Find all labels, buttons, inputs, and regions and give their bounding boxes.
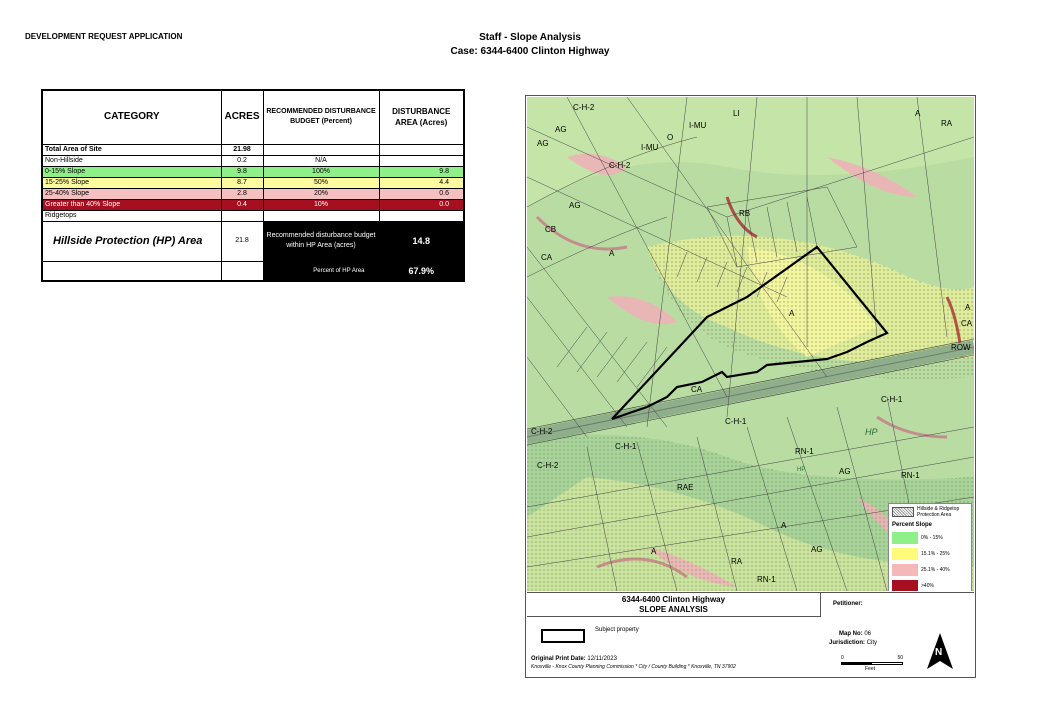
zone-label: CA bbox=[961, 319, 973, 328]
zone-label: RA bbox=[731, 557, 743, 566]
row-acres: 0.4 bbox=[221, 199, 263, 210]
zone-label: A bbox=[609, 249, 615, 258]
zone-label: AG bbox=[839, 467, 851, 476]
zone-label: C-H-2 bbox=[609, 161, 631, 170]
hp-acres: 21.8 bbox=[221, 221, 263, 261]
row-budget: 100% bbox=[263, 166, 379, 177]
map-title-line1: 6344-6400 Clinton Highway bbox=[621, 595, 726, 604]
page-title bbox=[380, 31, 680, 59]
title-line: Staff - Slope Analysis bbox=[479, 32, 581, 43]
table-row bbox=[42, 199, 464, 210]
legend-label: 15.1% - 25% bbox=[921, 551, 950, 557]
zone-label: C-H-1 bbox=[615, 442, 637, 451]
row-area bbox=[379, 155, 464, 166]
legend-swatch bbox=[892, 564, 918, 576]
percent-blank bbox=[42, 261, 221, 281]
zone-label: HP bbox=[865, 427, 878, 437]
slope-map bbox=[525, 95, 976, 678]
row-area: 0.6 bbox=[379, 188, 464, 199]
subject-property-label: Subject property bbox=[595, 627, 639, 633]
legend-swatch bbox=[892, 532, 918, 544]
zone-label: RN-1 bbox=[757, 575, 776, 584]
zone-label: ROW bbox=[951, 343, 971, 352]
map-legend bbox=[888, 503, 972, 591]
percent-blank-2 bbox=[221, 261, 263, 281]
zone-label: C-H-2 bbox=[573, 103, 595, 112]
zone-label: O bbox=[667, 133, 674, 142]
row-area: 4.4 bbox=[379, 177, 464, 188]
legend-swatch bbox=[892, 580, 918, 591]
map-area bbox=[527, 97, 974, 591]
zone-label: AG bbox=[555, 125, 567, 134]
slope-table bbox=[41, 89, 465, 282]
row-budget: 10% bbox=[263, 199, 379, 210]
zone-label: RN-1 bbox=[901, 471, 920, 480]
row-acres: 0.2 bbox=[221, 155, 263, 166]
map-no-label: Map No: bbox=[839, 631, 863, 637]
table-row bbox=[42, 144, 464, 155]
case-line: Case: 6344-6400 Clinton Highway bbox=[450, 46, 610, 57]
row-acres: 21.98 bbox=[221, 144, 263, 155]
row-category: 25-40% Slope bbox=[42, 188, 221, 199]
row-category: Total Area of Site bbox=[42, 144, 221, 155]
print-date-value: 12/11/2023 bbox=[587, 656, 617, 662]
header-category: CATEGORY bbox=[42, 90, 221, 144]
zone-label: AG bbox=[811, 545, 823, 554]
zone-label: A bbox=[651, 547, 657, 556]
legend-label: 0% - 15% bbox=[921, 535, 943, 541]
row-area bbox=[379, 210, 464, 221]
zone-label: RAE bbox=[677, 483, 694, 492]
row-category: 0-15% Slope bbox=[42, 166, 221, 177]
subject-property-swatch bbox=[541, 629, 585, 643]
zone-label: C-H-1 bbox=[881, 395, 903, 404]
row-budget bbox=[263, 144, 379, 155]
petitioner-label: Petitioner: bbox=[833, 601, 863, 607]
print-date bbox=[531, 656, 617, 662]
row-acres: 2.8 bbox=[221, 188, 263, 199]
zone-label: A bbox=[965, 303, 971, 312]
zone-label: A bbox=[915, 109, 921, 118]
row-budget: 20% bbox=[263, 188, 379, 199]
scale-end: 50 bbox=[897, 655, 903, 661]
zone-label: RB bbox=[739, 209, 751, 218]
zone-label: HP bbox=[797, 467, 806, 473]
north-arrow-icon bbox=[927, 633, 953, 671]
legend-label: 25.1% - 40% bbox=[921, 567, 950, 573]
print-date-label: Original Print Date: bbox=[531, 656, 586, 662]
jurisdiction-label: Jurisdiction: bbox=[829, 640, 866, 646]
table-row bbox=[42, 166, 464, 177]
header-budget: RECOMMENDED DISTURBANCE BUDGET (Percent) bbox=[263, 90, 379, 144]
row-budget: N/A bbox=[263, 155, 379, 166]
scale-start: 0 bbox=[841, 655, 844, 661]
table-row bbox=[42, 188, 464, 199]
percent-row bbox=[42, 261, 464, 281]
table-row bbox=[42, 177, 464, 188]
jurisdiction-value: City bbox=[866, 640, 878, 646]
table-row bbox=[42, 210, 464, 221]
credits: Knoxville - Knox County Planning Commission * City / County Building * Knoxville, TN 37902 bbox=[531, 664, 736, 670]
zone-label: I-MU bbox=[641, 143, 659, 152]
zone-label: LI bbox=[733, 109, 740, 118]
percent-slope-title: Percent Slope bbox=[892, 522, 933, 528]
map-number bbox=[839, 631, 871, 637]
zone-label: I-MU bbox=[689, 121, 707, 130]
zone-label: CA bbox=[691, 385, 703, 394]
percent-value: 67.9% bbox=[379, 261, 464, 281]
zone-label: AG bbox=[537, 139, 549, 148]
zone-label: RA bbox=[941, 119, 953, 128]
map-title-line2: SLOPE ANALYSIS bbox=[639, 605, 708, 614]
percent-label: Percent of HP Area bbox=[263, 261, 379, 281]
scale-bar bbox=[841, 655, 903, 675]
row-area bbox=[379, 144, 464, 155]
map-info-box bbox=[527, 592, 974, 677]
row-area: 0.0 bbox=[379, 199, 464, 210]
zone-label: A bbox=[789, 309, 795, 318]
zone-label: AG bbox=[569, 201, 581, 210]
legend-swatch bbox=[892, 548, 918, 560]
header-acres: ACRES bbox=[221, 90, 263, 144]
legend-label: >40% bbox=[921, 583, 934, 589]
row-category: Non-Hillside bbox=[42, 155, 221, 166]
zone-label: C-H-1 bbox=[725, 417, 747, 426]
row-category: 15-25% Slope bbox=[42, 177, 221, 188]
zone-label: C-H-2 bbox=[537, 461, 559, 470]
row-category: Ridgetops bbox=[42, 210, 221, 221]
jurisdiction bbox=[829, 640, 877, 646]
row-category: Greater than 40% Slope bbox=[42, 199, 221, 210]
north-label: N bbox=[935, 647, 943, 658]
hp-row bbox=[42, 221, 464, 261]
hillside-label: Hillside & Ridgetop Protection Area bbox=[917, 506, 960, 518]
map-no-value: 06 bbox=[864, 631, 872, 637]
zone-label: CB bbox=[545, 225, 557, 234]
zone-label: RN-1 bbox=[795, 447, 814, 456]
row-acres bbox=[221, 210, 263, 221]
hp-budget-label: Recommended disturbance budget within HP Area (acres) bbox=[263, 221, 379, 261]
map-title bbox=[527, 593, 821, 617]
zone-label: A bbox=[781, 521, 787, 530]
row-acres: 8.7 bbox=[221, 177, 263, 188]
zone-label: CA bbox=[541, 253, 553, 262]
scale-line bbox=[841, 662, 903, 665]
header-disturbance: DISTURBANCE AREA (Acres) bbox=[379, 90, 464, 144]
row-acres: 9.8 bbox=[221, 166, 263, 177]
row-area: 9.8 bbox=[379, 166, 464, 177]
hillside-swatch bbox=[892, 507, 914, 517]
scale-unit: Feet bbox=[865, 666, 876, 672]
map-info-right bbox=[821, 593, 974, 678]
hp-label: Hillside Protection (HP) Area bbox=[42, 221, 221, 261]
row-budget: 50% bbox=[263, 177, 379, 188]
table-header-row bbox=[42, 90, 464, 144]
doc-label: DEVELOPMENT REQUEST APPLICATION bbox=[25, 32, 183, 41]
hp-budget-value: 14.8 bbox=[379, 221, 464, 261]
row-budget bbox=[263, 210, 379, 221]
zone-label: C-H-2 bbox=[531, 427, 553, 436]
table-row bbox=[42, 155, 464, 166]
